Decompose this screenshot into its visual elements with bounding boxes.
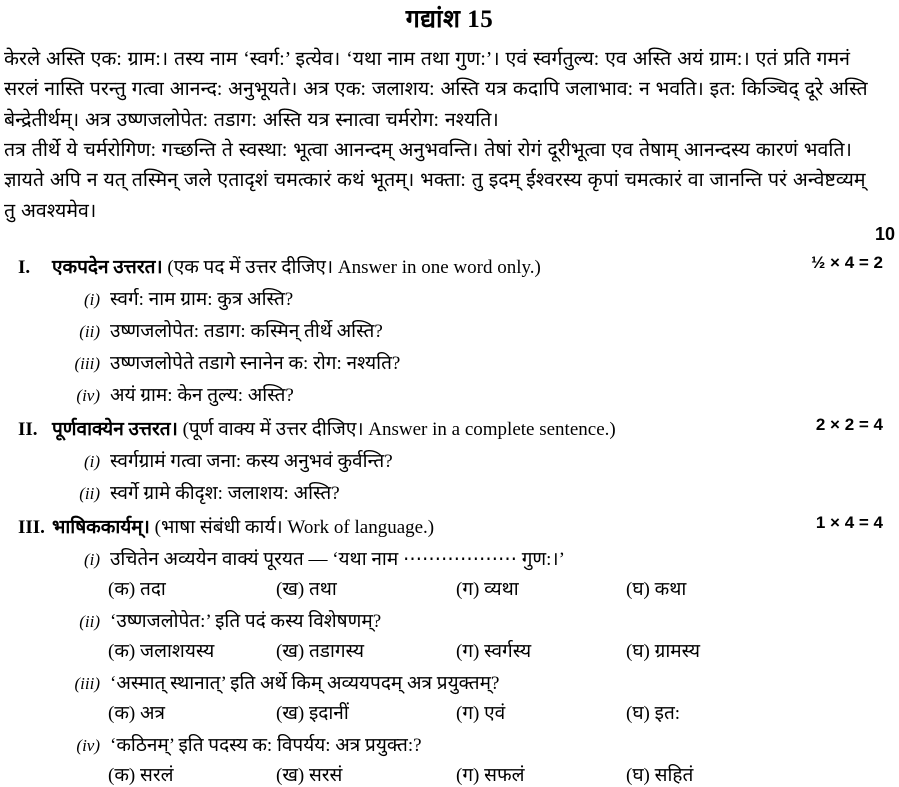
question-text: उचितेन अव्ययेन वाक्यं पूरयत — ‘यथा नाम ⋯⋯⋯⋯⋯⋯ गुण:।’	[110, 549, 565, 571]
passage-line: ज्ञायते अपि न यत् तस्मिन् जले एतादृशं चमत्कारं कथं भूतम्। भक्ता: तु इदम् ईश्वरस्य कृपां चमत्कारं वा जानन्ति परं अन्वेष्टव्यम्	[4, 170, 866, 192]
question-item	[0, 545, 899, 571]
option-ga[interactable]: (ग) एवं	[456, 703, 506, 725]
section-i-heading	[0, 253, 899, 279]
option-gha[interactable]: (घ) इत:	[626, 703, 681, 725]
section-iii-title-instruction: (भाषा संबंधी कार्य। Work of language.)	[154, 517, 435, 539]
option-gha[interactable]: (घ) ग्रामस्य	[626, 641, 701, 663]
section-i-title-devanagari: एकपदेन उत्तरत।	[52, 257, 163, 279]
question-item	[0, 317, 899, 343]
section-ii-numeral: II.	[18, 419, 38, 441]
question-number: (ii)	[79, 612, 100, 632]
question-text: ‘अस्मात् स्थानात्’ इति अर्थे किम् अव्ययपदम् अत्र प्रयुक्तम्?	[110, 673, 500, 695]
option-row	[0, 761, 899, 787]
question-number: (iv)	[76, 736, 100, 756]
question-text: अयं ग्राम: केन तुल्य: अस्ति?	[110, 385, 294, 407]
question-number: (iv)	[76, 386, 100, 406]
section-iii	[0, 513, 899, 787]
passage-line: तत्र तीर्थे ये चर्मरोगिण: गच्छन्ति ते स्वस्था: भूत्वा आनन्दम् अनुभवन्ति। तेषां रोगं दूरीभूत्वा एव तेषाम् आनन्दस्य कारणं भवति।	[4, 139, 852, 161]
option-row	[0, 575, 899, 601]
question-text: स्वर्गग्रामं गत्वा जना: कस्य अनुभवं कुर्वन्ति?	[110, 451, 393, 473]
question-text: उष्णजलोपेत: तडाग: कस्मिन् तीर्थे अस्ति?	[110, 321, 383, 343]
question-text: स्वर्गे ग्रामे कीदृश: जलाशय: अस्ति?	[110, 483, 340, 505]
question-item	[0, 447, 899, 473]
section-ii-heading	[0, 415, 899, 441]
question-text: उष्णजलोपेते तडागे स्नानेन क: रोग: नश्यति?	[110, 353, 401, 375]
question-number: (ii)	[79, 484, 100, 504]
option-ka[interactable]: (क) तदा	[108, 579, 166, 601]
section-i-marks: ½ × 4 = 2	[811, 253, 883, 273]
section-iii-title	[52, 513, 434, 539]
section-ii-title-instruction: (पूर्ण वाक्य में उत्तर दीजिए। Answer in a complete sentence.)	[182, 419, 616, 441]
option-ka[interactable]: (क) जलाशयस्य	[108, 641, 215, 663]
option-row	[0, 699, 899, 725]
section-ii-title-devanagari: पूर्णवाक्येन उत्तरत।	[52, 419, 178, 441]
question-text: स्वर्ग: नाम ग्राम: कुत्र अस्ति?	[110, 289, 294, 311]
question-item	[0, 669, 899, 695]
passage-line: केरले अस्ति एक: ग्राम:। तस्य नाम ‘स्वर्ग:’ इत्येव। ‘यथा नाम तथा गुण:’। एवं स्वर्गतुल्य: एव अस्ति अयं ग्राम:। एतं प्रति गमनं	[4, 48, 850, 70]
option-ka[interactable]: (क) सरलं	[108, 765, 174, 787]
section-ii-marks: 2 × 2 = 4	[815, 415, 883, 435]
question-text: ‘उष्णजलोपेत:’ इति पदं कस्य विशेषणम्?	[110, 611, 382, 633]
section-ii	[0, 415, 899, 505]
question-number: (iii)	[74, 354, 100, 374]
option-gha[interactable]: (घ) कथा	[626, 579, 687, 601]
passage-block	[4, 45, 895, 227]
passage-marks: 10	[874, 224, 895, 245]
question-number: (ii)	[79, 322, 100, 342]
passage-line: सरलं नास्ति परन्तु गत्वा आनन्द: अनुभूयते। अत्र एक: जलाशय: अस्ति यत्र कदापि जलाभाव: न भवति। इत: किञ्चिद् दूरे अस्ति	[4, 79, 868, 101]
section-iii-title-devanagari: भाषिककार्यम्।	[52, 517, 150, 539]
option-kha[interactable]: (ख) तडागस्य	[276, 641, 364, 663]
option-kha[interactable]: (ख) इदानीं	[276, 703, 349, 725]
question-text: ‘कठिनम्’ इति पदस्य क: विपर्यय: अत्र प्रयुक्त:?	[110, 735, 422, 757]
option-kha[interactable]: (ख) तथा	[276, 579, 337, 601]
option-gha[interactable]: (घ) सहितं	[626, 765, 694, 787]
section-i-title-instruction: (एक पद में उत्तर दीजिए। Answer in one word only.)	[167, 257, 541, 279]
question-number: (iii)	[74, 674, 100, 694]
option-ka[interactable]: (क) अत्र	[108, 703, 166, 725]
passage-line: बेन्द्रेतीर्थम्। अत्र उष्णजलोपेत: तडाग: अस्ति यत्र स्नात्वा चर्मरोग: नश्यति।	[4, 109, 499, 131]
section-ii-title	[52, 415, 616, 441]
question-number: (i)	[83, 290, 100, 310]
option-row	[0, 637, 899, 663]
question-item	[0, 731, 899, 757]
section-iii-marks: 1 × 4 = 4	[815, 513, 883, 533]
question-item	[0, 381, 899, 407]
question-number: (i)	[83, 550, 100, 570]
option-ga[interactable]: (ग) व्यथा	[456, 579, 519, 601]
section-i-title	[52, 253, 541, 279]
passage-line: तु अवश्यमेव।	[4, 200, 97, 222]
question-item	[0, 349, 899, 375]
question-item	[0, 285, 899, 311]
question-item	[0, 607, 899, 633]
question-item	[0, 479, 899, 505]
page-title: गद्यांश 15	[405, 6, 494, 33]
section-iii-numeral: III.	[18, 517, 45, 539]
section-i	[0, 253, 899, 407]
section-i-numeral: I.	[18, 257, 31, 279]
option-ga[interactable]: (ग) स्वर्गस्य	[456, 641, 532, 663]
section-iii-heading	[0, 513, 899, 539]
option-kha[interactable]: (ख) सरसं	[276, 765, 343, 787]
question-number: (i)	[83, 452, 100, 472]
option-ga[interactable]: (ग) सफलं	[456, 765, 525, 787]
